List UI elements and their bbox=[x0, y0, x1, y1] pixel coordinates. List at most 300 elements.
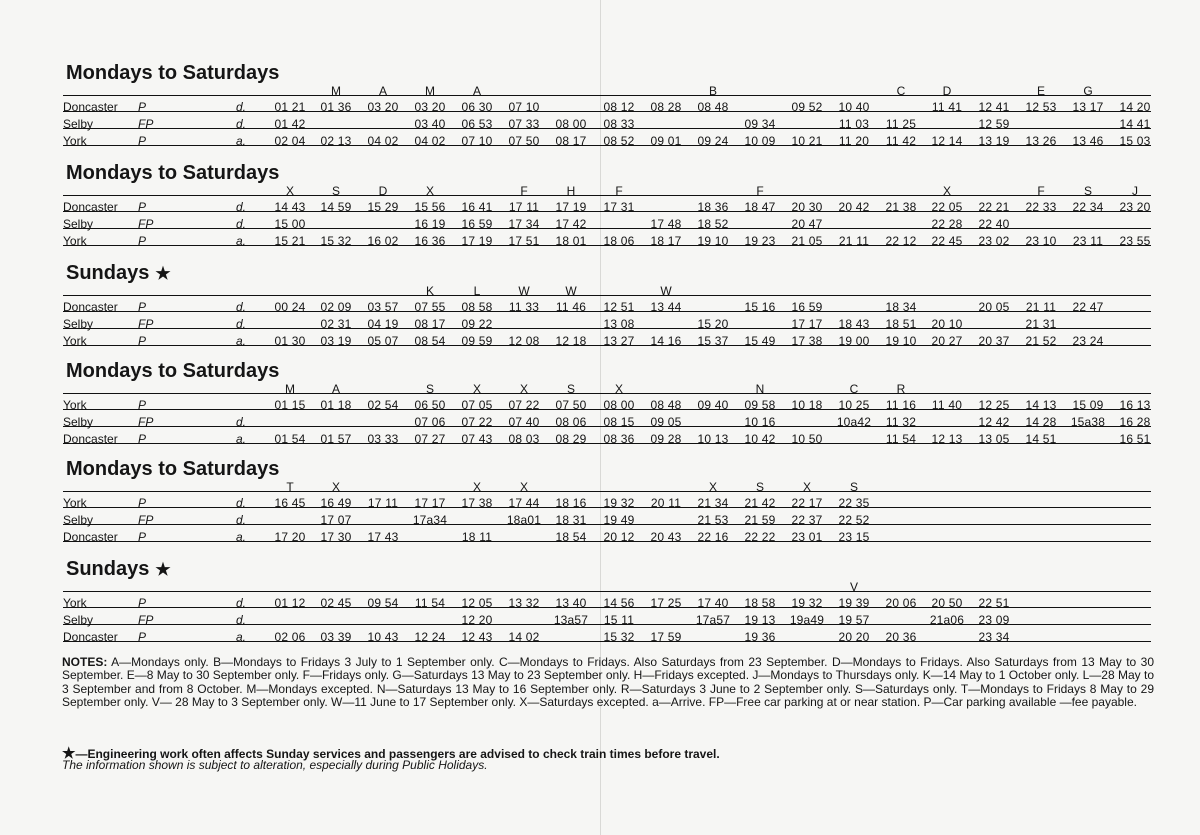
time-cell: 13 44 bbox=[650, 300, 682, 314]
parking-code: FP bbox=[138, 117, 154, 131]
time-cell: 13 40 bbox=[555, 596, 587, 610]
time-cell: 07 50 bbox=[555, 398, 587, 412]
time-cell: 20 27 bbox=[931, 334, 963, 348]
time-cell: 18 34 bbox=[885, 300, 917, 314]
footnote-code: C bbox=[849, 382, 859, 396]
station-name: Doncaster bbox=[63, 300, 118, 314]
time-cell: 18 58 bbox=[744, 596, 776, 610]
depart-arrive-code: a. bbox=[236, 432, 247, 446]
section-title-text: Sundays bbox=[66, 262, 150, 284]
footnote-code: H bbox=[566, 184, 576, 198]
time-cell: 08 17 bbox=[414, 317, 446, 331]
time-cell: 01 18 bbox=[320, 398, 352, 412]
station-name: York bbox=[63, 398, 87, 412]
footnote-code: T bbox=[286, 480, 294, 494]
time-cell: 20 05 bbox=[978, 300, 1010, 314]
time-cell: 17 17 bbox=[414, 496, 446, 510]
footnote-code: B bbox=[708, 84, 718, 98]
time-cell: 22 51 bbox=[978, 596, 1010, 610]
row-rule bbox=[63, 145, 1151, 146]
time-cell: 15 16 bbox=[744, 300, 776, 314]
time-cell: 22 22 bbox=[744, 530, 776, 544]
row-rule bbox=[63, 426, 1151, 427]
section-title bbox=[66, 458, 279, 481]
station-name: Selby bbox=[63, 613, 94, 627]
time-cell: 15 00 bbox=[274, 217, 306, 231]
footnote-code: W bbox=[518, 284, 530, 298]
time-cell: 12 41 bbox=[978, 100, 1010, 114]
footnote-code: S bbox=[425, 382, 435, 396]
time-cell: 23 02 bbox=[978, 234, 1010, 248]
time-cell: 15 49 bbox=[744, 334, 776, 348]
station-name: Doncaster bbox=[63, 100, 118, 114]
time-cell: 21 31 bbox=[1025, 317, 1057, 331]
time-cell: 12 24 bbox=[414, 630, 446, 644]
time-cell: 07 22 bbox=[508, 398, 540, 412]
footnote-code: G bbox=[1083, 84, 1093, 98]
star-icon: ★ bbox=[62, 745, 76, 762]
depart-arrive-code: d. bbox=[236, 217, 247, 231]
row-rule bbox=[63, 409, 1151, 410]
footnote-code: W bbox=[565, 284, 577, 298]
time-cell: 10 43 bbox=[367, 630, 399, 644]
row-rule bbox=[63, 541, 1151, 542]
table-top-rule bbox=[63, 195, 1151, 196]
section-title-text: Mondays to Saturdays bbox=[66, 458, 280, 480]
table-top-rule bbox=[63, 393, 1151, 394]
section-title-text: Mondays to Saturdays bbox=[66, 360, 280, 382]
time-cell: 19 39 bbox=[838, 596, 870, 610]
time-cell: 22 05 bbox=[931, 200, 963, 214]
alteration-notice: The information shown is subject to alteration, especially during Public Holidays. bbox=[62, 758, 488, 772]
time-cell: 18 31 bbox=[555, 513, 587, 527]
footnote-code: K bbox=[425, 284, 435, 298]
time-cell: 12 51 bbox=[603, 300, 635, 314]
table-top-rule bbox=[63, 95, 1151, 96]
time-cell: 08 52 bbox=[603, 134, 635, 148]
time-cell: 16 45 bbox=[274, 496, 306, 510]
time-cell: 17 34 bbox=[508, 217, 540, 231]
star-icon: ★ bbox=[155, 264, 171, 283]
time-cell: 01 15 bbox=[274, 398, 306, 412]
time-cell: 10 40 bbox=[838, 100, 870, 114]
footnote-code: R bbox=[896, 382, 906, 396]
time-cell: 09 28 bbox=[650, 432, 682, 446]
time-cell: 22 17 bbox=[791, 496, 823, 510]
time-cell: 05 07 bbox=[367, 334, 399, 348]
footnote-code: F bbox=[1037, 184, 1045, 198]
footnote-code: D bbox=[942, 84, 952, 98]
time-cell: 07 05 bbox=[461, 398, 493, 412]
time-cell: 02 04 bbox=[274, 134, 306, 148]
footnote-code: V bbox=[849, 580, 859, 594]
time-cell: 18 54 bbox=[555, 530, 587, 544]
time-cell: 01 57 bbox=[320, 432, 352, 446]
parking-code: P bbox=[138, 432, 147, 446]
time-cell: 15 32 bbox=[603, 630, 635, 644]
time-cell: 08 48 bbox=[650, 398, 682, 412]
time-cell: 23 55 bbox=[1119, 234, 1151, 248]
time-cell: 03 20 bbox=[414, 100, 446, 114]
star-icon: ★ bbox=[155, 560, 171, 579]
footnote-code: X bbox=[942, 184, 952, 198]
time-cell: 04 02 bbox=[367, 134, 399, 148]
section-title-text: Mondays to Saturdays bbox=[66, 62, 280, 84]
station-name: York bbox=[63, 496, 87, 510]
time-cell: 07 40 bbox=[508, 415, 540, 429]
time-cell: 03 19 bbox=[320, 334, 352, 348]
time-cell: 19 36 bbox=[744, 630, 776, 644]
time-cell: 03 40 bbox=[414, 117, 446, 131]
time-cell: 18 06 bbox=[603, 234, 635, 248]
time-cell: 16 28 bbox=[1119, 415, 1151, 429]
time-cell: 17 40 bbox=[697, 596, 729, 610]
depart-arrive-code: a. bbox=[236, 630, 247, 644]
footnote-code: X bbox=[519, 382, 529, 396]
time-cell: 23 01 bbox=[791, 530, 823, 544]
parking-code: FP bbox=[138, 217, 154, 231]
time-cell: 22 34 bbox=[1072, 200, 1104, 214]
time-cell: 11 41 bbox=[931, 100, 963, 114]
footnote-code: X bbox=[285, 184, 295, 198]
time-cell: 09 05 bbox=[650, 415, 682, 429]
time-cell: 03 57 bbox=[367, 300, 399, 314]
footnote-code: S bbox=[566, 382, 576, 396]
time-cell: 20 42 bbox=[838, 200, 870, 214]
time-cell: 19 32 bbox=[603, 496, 635, 510]
notes-block bbox=[62, 656, 1154, 710]
depart-arrive-code: a. bbox=[236, 530, 247, 544]
footnote-code: X bbox=[331, 480, 341, 494]
row-rule bbox=[63, 624, 1151, 625]
footnote-code: S bbox=[1083, 184, 1093, 198]
time-cell: 12 08 bbox=[508, 334, 540, 348]
time-cell: 14 56 bbox=[603, 596, 635, 610]
time-cell: 02 45 bbox=[320, 596, 352, 610]
engineering-text: —Engineering work often affects Sunday services and passengers are advised to check train times before travel. bbox=[75, 747, 720, 761]
time-cell: 23 15 bbox=[838, 530, 870, 544]
time-cell: 18 52 bbox=[697, 217, 729, 231]
time-cell: 20 11 bbox=[650, 496, 682, 510]
row-rule bbox=[63, 245, 1151, 246]
time-cell: 10 09 bbox=[744, 134, 776, 148]
station-name: Selby bbox=[63, 317, 94, 331]
time-cell: 23 24 bbox=[1072, 334, 1104, 348]
table-top-rule bbox=[63, 591, 1151, 592]
time-cell: 01 30 bbox=[274, 334, 306, 348]
time-cell: 16 13 bbox=[1119, 398, 1151, 412]
time-cell: 16 36 bbox=[414, 234, 446, 248]
station-name: Selby bbox=[63, 217, 94, 231]
time-cell: 08 12 bbox=[603, 100, 635, 114]
time-cell: 09 58 bbox=[744, 398, 776, 412]
footnote-code: C bbox=[896, 84, 906, 98]
time-cell: 23 20 bbox=[1119, 200, 1151, 214]
time-cell: 20 12 bbox=[603, 530, 635, 544]
table-top-rule bbox=[63, 491, 1151, 492]
footnote-code: X bbox=[708, 480, 718, 494]
time-cell: 11 25 bbox=[885, 117, 917, 131]
time-cell: 10 25 bbox=[838, 398, 870, 412]
time-cell: 21 05 bbox=[791, 234, 823, 248]
time-cell: 03 33 bbox=[367, 432, 399, 446]
time-cell: 21 53 bbox=[697, 513, 729, 527]
time-cell: 08 17 bbox=[555, 134, 587, 148]
footnote-code: X bbox=[614, 382, 624, 396]
time-cell: 20 43 bbox=[650, 530, 682, 544]
section-title bbox=[66, 262, 171, 285]
time-cell: 18 36 bbox=[697, 200, 729, 214]
time-cell: 13 08 bbox=[603, 317, 635, 331]
time-cell: 22 16 bbox=[697, 530, 729, 544]
section-title bbox=[66, 360, 279, 383]
station-name: Doncaster bbox=[63, 530, 118, 544]
time-cell: 09 24 bbox=[697, 134, 729, 148]
time-cell: 10a42 bbox=[836, 415, 872, 429]
time-cell: 20 06 bbox=[885, 596, 917, 610]
time-cell: 03 20 bbox=[367, 100, 399, 114]
time-cell: 11 46 bbox=[555, 300, 587, 314]
time-cell: 02 13 bbox=[320, 134, 352, 148]
time-cell: 12 42 bbox=[978, 415, 1010, 429]
time-cell: 14 13 bbox=[1025, 398, 1057, 412]
time-cell: 00 24 bbox=[274, 300, 306, 314]
time-cell: 14 59 bbox=[320, 200, 352, 214]
footnote-code: E bbox=[1036, 84, 1046, 98]
time-cell: 09 34 bbox=[744, 117, 776, 131]
depart-arrive-code: d. bbox=[236, 513, 247, 527]
time-cell: 16 19 bbox=[414, 217, 446, 231]
time-cell: 21 59 bbox=[744, 513, 776, 527]
time-cell: 17 11 bbox=[367, 496, 399, 510]
notes-text: A—Mondays only. B—Mondays to Fridays 3 July to 1 September only. C—Mondays to Fridays. Also Saturdays from 23 September. D—Mondays to Fridays. Also Saturdays from 13 May to 30 September. E—8 May to 30 September only. F—Fridays only. G—Saturdays 13 May to 23 September only. H—Fridays excepted. J—Mondays to Thursdays only. K—14 May to 1 October only. L—28 May to 3 September and from 8 October. M—Mondays excepted. N—Saturdays 13 May to 16 September only. R—Saturdays 3 June to 2 September only. S—Saturdays only. T—Mondays to Fridays 8 May to 29 September only. V— 28 May to 3 September only. W—11 June to 17 September only. X—Saturdays excepted. a—Arrive. FP—Free car parking at or near station. P—Car parking available —fee payable. bbox=[62, 655, 1154, 710]
section-title bbox=[66, 558, 171, 581]
row-rule bbox=[63, 111, 1151, 112]
time-cell: 10 16 bbox=[744, 415, 776, 429]
row-rule bbox=[63, 507, 1151, 508]
time-cell: 06 53 bbox=[461, 117, 493, 131]
time-cell: 15 21 bbox=[274, 234, 306, 248]
parking-code: P bbox=[138, 530, 147, 544]
time-cell: 07 50 bbox=[508, 134, 540, 148]
footnote-code: S bbox=[849, 480, 859, 494]
depart-arrive-code: d. bbox=[236, 613, 247, 627]
depart-arrive-code: d. bbox=[236, 300, 247, 314]
time-cell: 11 20 bbox=[838, 134, 870, 148]
row-rule bbox=[63, 641, 1151, 642]
time-cell: 20 47 bbox=[791, 217, 823, 231]
time-cell: 12 20 bbox=[461, 613, 493, 627]
time-cell: 03 39 bbox=[320, 630, 352, 644]
time-cell: 10 18 bbox=[791, 398, 823, 412]
time-cell: 09 01 bbox=[650, 134, 682, 148]
time-cell: 22 21 bbox=[978, 200, 1010, 214]
time-cell: 08 48 bbox=[697, 100, 729, 114]
time-cell: 18 47 bbox=[744, 200, 776, 214]
time-cell: 01 42 bbox=[274, 117, 306, 131]
station-name: Selby bbox=[63, 117, 94, 131]
parking-code: FP bbox=[138, 613, 154, 627]
footnote-code: F bbox=[615, 184, 623, 198]
parking-code: P bbox=[138, 234, 147, 248]
time-cell: 17a57 bbox=[695, 613, 731, 627]
time-cell: 22 28 bbox=[931, 217, 963, 231]
time-cell: 01 36 bbox=[320, 100, 352, 114]
time-cell: 14 20 bbox=[1119, 100, 1151, 114]
footnote-code: L bbox=[473, 284, 481, 298]
time-cell: 14 02 bbox=[508, 630, 540, 644]
parking-code: P bbox=[138, 200, 147, 214]
time-cell: 22 47 bbox=[1072, 300, 1104, 314]
footnote-code: A bbox=[378, 84, 388, 98]
time-cell: 12 25 bbox=[978, 398, 1010, 412]
time-cell: 09 59 bbox=[461, 334, 493, 348]
time-cell: 16 41 bbox=[461, 200, 493, 214]
section-title bbox=[66, 162, 279, 185]
time-cell: 11 33 bbox=[508, 300, 540, 314]
time-cell: 18 17 bbox=[650, 234, 682, 248]
time-cell: 17 11 bbox=[508, 200, 540, 214]
time-cell: 18 01 bbox=[555, 234, 587, 248]
time-cell: 07 10 bbox=[508, 100, 540, 114]
time-cell: 18 11 bbox=[461, 530, 493, 544]
time-cell: 17 19 bbox=[461, 234, 493, 248]
time-cell: 22 45 bbox=[931, 234, 963, 248]
time-cell: 01 21 bbox=[274, 100, 306, 114]
footnote-code: F bbox=[756, 184, 764, 198]
time-cell: 19 13 bbox=[744, 613, 776, 627]
row-rule bbox=[63, 345, 1151, 346]
time-cell: 14 16 bbox=[650, 334, 682, 348]
time-cell: 11 16 bbox=[885, 398, 917, 412]
depart-arrive-code: d. bbox=[236, 100, 247, 114]
time-cell: 23 10 bbox=[1025, 234, 1057, 248]
row-rule bbox=[63, 128, 1151, 129]
time-cell: 14 43 bbox=[274, 200, 306, 214]
time-cell: 15 56 bbox=[414, 200, 446, 214]
time-cell: 13 32 bbox=[508, 596, 540, 610]
time-cell: 13 26 bbox=[1025, 134, 1057, 148]
time-cell: 13 46 bbox=[1072, 134, 1104, 148]
time-cell: 19 32 bbox=[791, 596, 823, 610]
time-cell: 08 33 bbox=[603, 117, 635, 131]
station-name: York bbox=[63, 334, 87, 348]
time-cell: 13 27 bbox=[603, 334, 635, 348]
time-cell: 17 38 bbox=[461, 496, 493, 510]
time-cell: 09 40 bbox=[697, 398, 729, 412]
time-cell: 22 52 bbox=[838, 513, 870, 527]
time-cell: 07 33 bbox=[508, 117, 540, 131]
time-cell: 11 54 bbox=[414, 596, 446, 610]
time-cell: 16 51 bbox=[1119, 432, 1151, 446]
time-cell: 13 05 bbox=[978, 432, 1010, 446]
time-cell: 17 20 bbox=[274, 530, 306, 544]
station-name: York bbox=[63, 234, 87, 248]
footnote-code: M bbox=[425, 84, 435, 98]
time-cell: 11 32 bbox=[885, 415, 917, 429]
time-cell: 08 29 bbox=[555, 432, 587, 446]
time-cell: 08 58 bbox=[461, 300, 493, 314]
time-cell: 06 50 bbox=[414, 398, 446, 412]
parking-code: P bbox=[138, 630, 147, 644]
time-cell: 07 10 bbox=[461, 134, 493, 148]
parking-code: FP bbox=[138, 317, 154, 331]
time-cell: 14 41 bbox=[1119, 117, 1151, 131]
time-cell: 18a01 bbox=[506, 513, 542, 527]
depart-arrive-code: a. bbox=[236, 234, 247, 248]
time-cell: 17 07 bbox=[320, 513, 352, 527]
parking-code: P bbox=[138, 398, 147, 412]
time-cell: 17 25 bbox=[650, 596, 682, 610]
time-cell: 12 59 bbox=[978, 117, 1010, 131]
depart-arrive-code: d. bbox=[236, 200, 247, 214]
row-rule bbox=[63, 211, 1151, 212]
time-cell: 17 48 bbox=[650, 217, 682, 231]
time-cell: 01 12 bbox=[274, 596, 306, 610]
time-cell: 17 51 bbox=[508, 234, 540, 248]
row-rule bbox=[63, 228, 1151, 229]
time-cell: 10 21 bbox=[791, 134, 823, 148]
time-cell: 07 27 bbox=[414, 432, 446, 446]
time-cell: 22 40 bbox=[978, 217, 1010, 231]
time-cell: 20 10 bbox=[931, 317, 963, 331]
time-cell: 02 31 bbox=[320, 317, 352, 331]
time-cell: 22 12 bbox=[885, 234, 917, 248]
time-cell: 20 30 bbox=[791, 200, 823, 214]
depart-arrive-code: d. bbox=[236, 117, 247, 131]
time-cell: 07 55 bbox=[414, 300, 446, 314]
time-cell: 12 53 bbox=[1025, 100, 1057, 114]
time-cell: 10 13 bbox=[697, 432, 729, 446]
footnote-code: X bbox=[472, 480, 482, 494]
time-cell: 15 09 bbox=[1072, 398, 1104, 412]
time-cell: 15a38 bbox=[1070, 415, 1106, 429]
parking-code: FP bbox=[138, 415, 154, 429]
time-cell: 13 19 bbox=[978, 134, 1010, 148]
footnote-code: S bbox=[331, 184, 341, 198]
row-rule bbox=[63, 524, 1151, 525]
depart-arrive-code: d. bbox=[236, 596, 247, 610]
time-cell: 17 42 bbox=[555, 217, 587, 231]
time-cell: 08 28 bbox=[650, 100, 682, 114]
time-cell: 16 59 bbox=[791, 300, 823, 314]
time-cell: 21 11 bbox=[1025, 300, 1057, 314]
table-top-rule bbox=[63, 295, 1151, 296]
time-cell: 21 11 bbox=[838, 234, 870, 248]
time-cell: 11 03 bbox=[838, 117, 870, 131]
time-cell: 19 23 bbox=[744, 234, 776, 248]
parking-code: P bbox=[138, 134, 147, 148]
time-cell: 21 34 bbox=[697, 496, 729, 510]
time-cell: 09 52 bbox=[791, 100, 823, 114]
parking-code: FP bbox=[138, 513, 154, 527]
time-cell: 15 20 bbox=[697, 317, 729, 331]
time-cell: 23 09 bbox=[978, 613, 1010, 627]
parking-code: P bbox=[138, 596, 147, 610]
station-name: Selby bbox=[63, 513, 94, 527]
parking-code: P bbox=[138, 300, 147, 314]
time-cell: 09 22 bbox=[461, 317, 493, 331]
time-cell: 09 54 bbox=[367, 596, 399, 610]
time-cell: 22 35 bbox=[838, 496, 870, 510]
station-name: Doncaster bbox=[63, 630, 118, 644]
time-cell: 12 18 bbox=[555, 334, 587, 348]
section-title-text: Sundays bbox=[66, 558, 150, 580]
row-rule bbox=[63, 328, 1151, 329]
time-cell: 17a34 bbox=[412, 513, 448, 527]
time-cell: 01 54 bbox=[274, 432, 306, 446]
time-cell: 15 37 bbox=[697, 334, 729, 348]
